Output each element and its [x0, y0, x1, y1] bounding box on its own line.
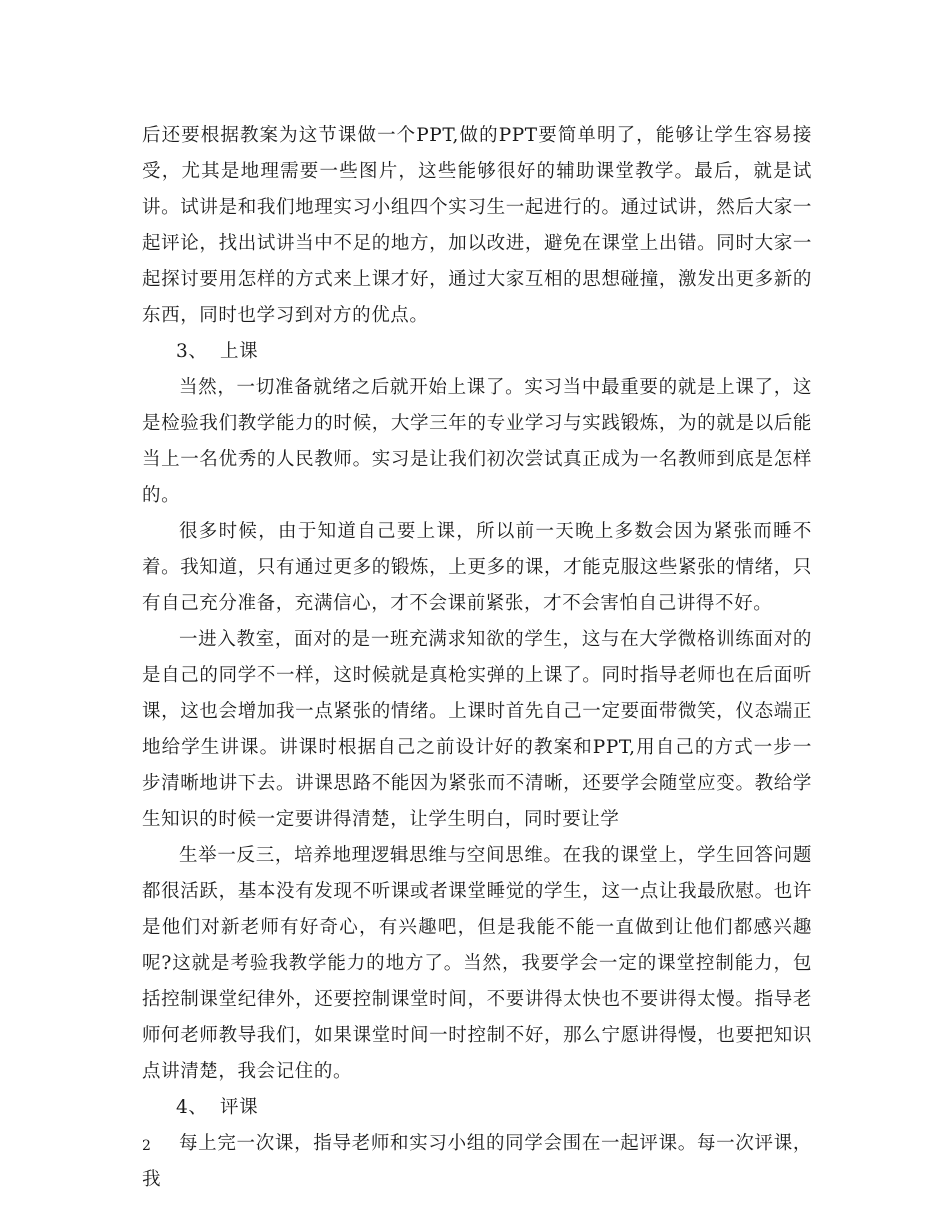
paragraph: 生举一反三，培养地理逻辑思维与空间思维。在我的课堂上，学生回答问题都很活跃，基本没有发现不听课或者课堂睡觉的学生，这一点让我最欣慰。也许是他们对新老师有好奇心，有兴趣吧，但是我能不能一直做到让他们都感兴趣呢?这就是考验我教学能力的地方了。当然，我要学会一定的课堂控制能力，包括控制课堂纪律外，还要控制课堂时间，不要讲得太快也不要讲得太慢。指导老师何老师教导我们，如果课堂时间一时控制不好，那么宁愿讲得慢，也要把知识点讲清楚，我会记住的。: [142, 845, 812, 1082]
paragraph: 当然，一切准备就绪之后就开始上课了。实习当中最重要的就是上课了，这是检验我们教学能力的时候，大学三年的专业学习与实践锻炼，为的就是以后能当上一名优秀的人民教师。实习是让我们初次尝试真正成为一名教师到底是怎样的。: [142, 377, 812, 506]
section-heading: [142, 334, 812, 370]
section-title: 评课: [220, 1097, 259, 1118]
document-body: [142, 118, 812, 1198]
section-title: 上课: [220, 341, 259, 362]
section-number: 4、: [176, 1097, 208, 1118]
paragraph: 一进入教室，面对的是一班充满求知欲的学生，这与在大学微格训练面对的是自己的同学不一样，这时候就是真枪实弹的上课了。同时指导老师也在后面听课，这也会增加我一点紧张的情绪。上课时首先自己一定要面带微笑，仪态端正地给学生讲课。讲课时根据自己之前设计好的教案和PPT,用自己的方式一步一步清晰地讲下去。讲课思路不能因为紧张而不清晰，还要学会随堂应变。教给学生知识的时候一定要讲得清楚，让学生明白，同时要让学: [142, 629, 812, 830]
page-number: 2: [142, 1138, 151, 1154]
paragraph: 每上完一次课，指导老师和实习小组的同学会围在一起评课。每一次评课，我: [142, 1133, 812, 1190]
paragraph: 后还要根据教案为这节课做一个PPT,做的PPT要简单明了，能够让学生容易接受，尤其是地理需要一些图片，这些能够很好的辅助课堂教学。最后，就是试讲。试讲是和我们地理实习小组四个实习生一起进行的。通过试讲，然后大家一起评论，找出试讲当中不足的地方，加以改进，避免在课堂上出错。同时大家一起探讨要用怎样的方式来上课才好，通过大家互相的思想碰撞，激发出更多新的东西，同时也学习到对方的优点。: [142, 125, 812, 326]
section-number: 3、: [176, 341, 208, 362]
section-heading: [142, 1090, 812, 1126]
paragraph: 很多时候，由于知道自己要上课，所以前一天晚上多数会因为紧张而睡不着。我知道，只有通过更多的锻炼，上更多的课，才能克服这些紧张的情绪，只有自己充分准备，充满信心，才不会课前紧张，才不会害怕自己讲得不好。: [142, 521, 812, 614]
